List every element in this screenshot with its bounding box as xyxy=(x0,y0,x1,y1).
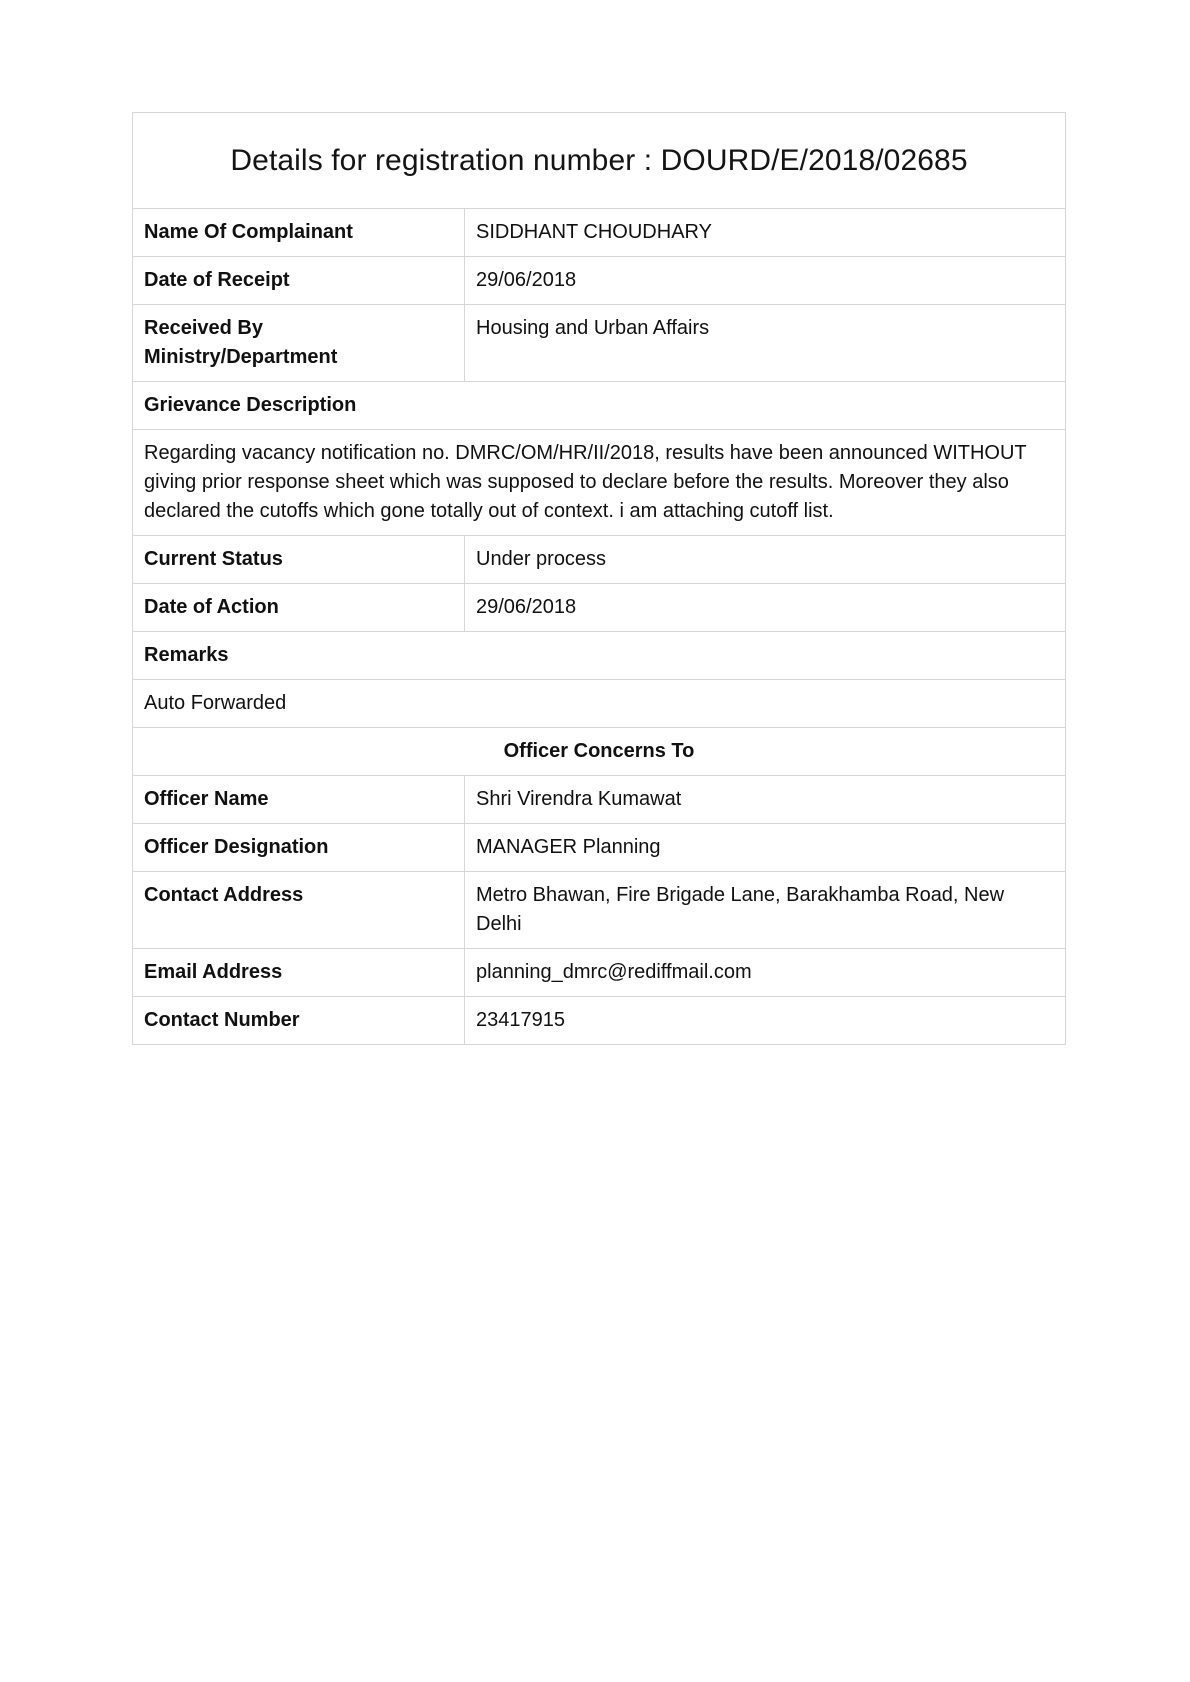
complainant-value: SIDDHANT CHOUDHARY xyxy=(476,221,712,243)
complainant-label: Name Of Complainant xyxy=(133,209,465,256)
email-address-label: Email Address xyxy=(133,949,465,996)
remarks-label: Remarks xyxy=(144,644,229,666)
contact-address-label: Contact Address xyxy=(133,872,465,948)
grievance-text: Regarding vacancy notification no. DMRC/OM/HR/II/2018, results have been announced WITHOUT giving prior response sheet which was supposed to declare before the results. Moreover they also declared the cutoffs which gone totally out of context. i am attaching cutoff list. xyxy=(144,442,1027,522)
receipt-date-label: Date of Receipt xyxy=(133,257,465,304)
remarks-text-row xyxy=(133,680,1065,728)
receipt-date-value: 29/06/2018 xyxy=(476,269,577,291)
grievance-label-row xyxy=(133,382,1065,430)
contact-number-row xyxy=(133,997,1065,1044)
officer-section-row xyxy=(133,728,1065,776)
received-by-label: Received By Ministry/Department xyxy=(133,305,465,381)
receipt-date-row xyxy=(133,257,1065,305)
received-by-value: Housing and Urban Affairs xyxy=(476,317,710,339)
contact-address-row xyxy=(133,872,1065,949)
action-date-row xyxy=(133,584,1065,632)
officer-section-heading: Officer Concerns To xyxy=(503,740,695,762)
grievance-text-row xyxy=(133,430,1065,536)
status-label: Current Status xyxy=(133,536,465,583)
grievance-label: Grievance Description xyxy=(144,394,357,416)
officer-designation-label: Officer Designation xyxy=(133,824,465,871)
status-row xyxy=(133,536,1065,584)
action-date-value: 29/06/2018 xyxy=(476,596,577,618)
received-by-row xyxy=(133,305,1065,382)
complainant-row xyxy=(133,209,1065,257)
remarks-label-row xyxy=(133,632,1065,680)
officer-name-label: Officer Name xyxy=(133,776,465,823)
remarks-text: Auto Forwarded xyxy=(144,692,287,714)
officer-name-value: Shri Virendra Kumawat xyxy=(476,788,682,810)
officer-designation-value: MANAGER Planning xyxy=(476,836,661,858)
officer-name-row xyxy=(133,776,1065,824)
contact-number-label: Contact Number xyxy=(133,997,465,1044)
officer-designation-row xyxy=(133,824,1065,872)
grievance-details-table xyxy=(132,112,1066,1045)
page-title: Details for registration number : DOURD/E/2018/02685 xyxy=(133,113,1065,209)
action-date-label: Date of Action xyxy=(133,584,465,631)
email-address-value: planning_dmrc@rediffmail.com xyxy=(476,961,752,983)
status-value: Under process xyxy=(476,548,607,570)
contact-number-value: 23417915 xyxy=(476,1009,565,1031)
email-address-row xyxy=(133,949,1065,997)
contact-address-value: Metro Bhawan, Fire Brigade Lane, Barakhamba Road, New Delhi xyxy=(476,884,1005,935)
